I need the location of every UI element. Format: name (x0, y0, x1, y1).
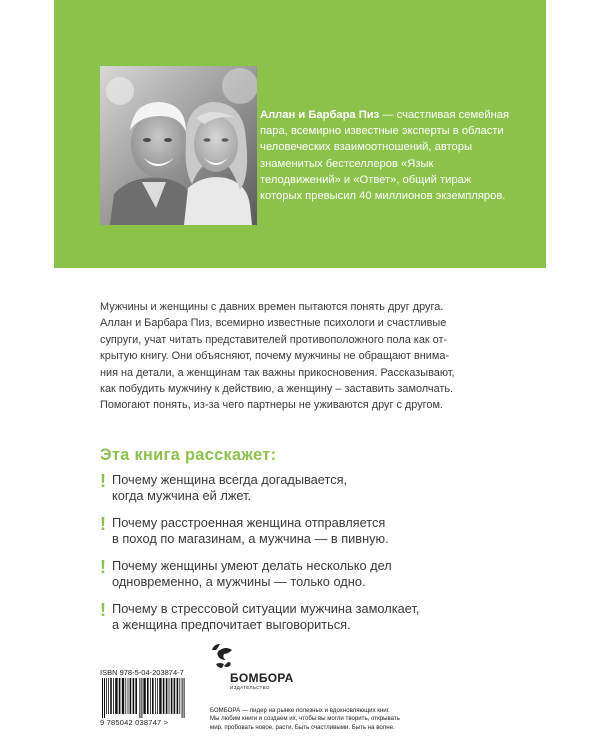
barcode-bar (102, 678, 103, 718)
barcode-bar (104, 678, 105, 718)
barcode-bar (110, 678, 112, 714)
isbn-text: ISBN 978-5-04-203874-7 (100, 668, 184, 677)
bullet-text: Почему женщина всегда догадывается, когда мужчина ей лжет. (112, 472, 348, 503)
barcode-bar (125, 678, 126, 714)
barcode-block (100, 668, 200, 730)
exclamation-icon: ! (100, 557, 106, 577)
bullet-list (100, 472, 500, 644)
barcode-bar (135, 678, 137, 714)
barcode-bar (184, 678, 185, 718)
barcode-bar (106, 678, 107, 714)
section-heading: Эта книга расскажет: (100, 446, 277, 464)
author-bio (260, 107, 510, 204)
author-photo-image (100, 66, 257, 225)
barcode-bar (128, 678, 129, 714)
barcode-bar (147, 678, 149, 714)
book-description: Мужчины и женщины с давних времен пытаются понять друг друга. Аллан и Барбара Пиз, всемирно известные психологи и счастливые супруги, учат читать представителей противоположного пола как от- крытую книгу. Они объясняют, почему мужчины не обращают внима- ния на детали, а женщинам так важны прикосновения. Рассказывают, как побудить мужчину к действию, а женщину – заставить замолчать. Помогают понять, из-за чего партнеры не уживаются друг с другом. (100, 301, 455, 412)
barcode-bar (174, 678, 176, 714)
barcode-bar (171, 678, 173, 714)
book-back-cover (54, 0, 546, 750)
author-panel (54, 0, 546, 268)
barcode-bar (130, 678, 132, 714)
bullet-text: Почему женщины умеют делать несколько дел одновременно, а мужчины — только одно. (112, 558, 392, 589)
bullet-text: Почему в стрессовой ситуации мужчина замолкает, а женщина предпочитает выговориться. (112, 601, 420, 632)
author-photo (100, 66, 257, 225)
exclamation-icon: ! (100, 514, 106, 534)
bullet-item (100, 558, 500, 592)
author-bio-text: — счастливая семейная пара, всемирно известные эксперты в области человеческих взаимоотношений, авторы знаменитых бестселлеров «Язык телодвижений» и «Ответ», общий тираж которых превысил 40 миллионов экземпляров. (260, 109, 510, 203)
exclamation-icon: ! (100, 600, 106, 620)
barcode-bar (163, 678, 165, 714)
publisher-tagline: БОМБОРА — лидер на рынке полезных и вдохновляющих книг. Мы любим книги и создаем их, чтобы вы могли творить, открывать мир, пробовать новое, расти. Быть счастливыми. Быть на волне. (210, 707, 400, 731)
barcode-bar (177, 678, 179, 714)
barcode-bar (179, 678, 180, 714)
publisher-block (210, 642, 460, 732)
bullet-item (100, 472, 500, 506)
barcode-bar (152, 678, 154, 714)
bullet-item (100, 601, 500, 635)
barcode-image (100, 678, 200, 718)
barcode-bar (143, 678, 145, 714)
bullet-item (100, 515, 500, 549)
barcode-bar (155, 678, 156, 714)
barcode-bar (119, 678, 121, 714)
barcode-bar (139, 678, 140, 718)
publisher-name: БОМБОРА (230, 671, 294, 685)
barcode-bar (157, 678, 158, 714)
bullet-text: Почему расстроенная женщина отправляется в поход по магазинам, а мужчина — в пивную. (112, 515, 389, 546)
barcode-bar (115, 678, 117, 714)
barcode-bar (169, 678, 170, 714)
publisher-subtitle: ИЗДАТЕЛЬСТВО (230, 685, 270, 690)
barcode-bar (166, 678, 168, 714)
barcode-bar (159, 678, 161, 714)
barcode-bar (108, 678, 109, 714)
barcode-bar (122, 678, 124, 714)
barcode-bar (113, 678, 114, 714)
exclamation-icon: ! (100, 471, 106, 491)
barcode-bar (150, 678, 151, 714)
barcode-number: 9 785042 038747 > (100, 718, 169, 727)
barcode-bar (133, 678, 135, 714)
barcode-bar (141, 678, 142, 718)
author-names: Аллан и Барбара Пиз (260, 109, 380, 121)
barcode-bar (182, 678, 183, 718)
